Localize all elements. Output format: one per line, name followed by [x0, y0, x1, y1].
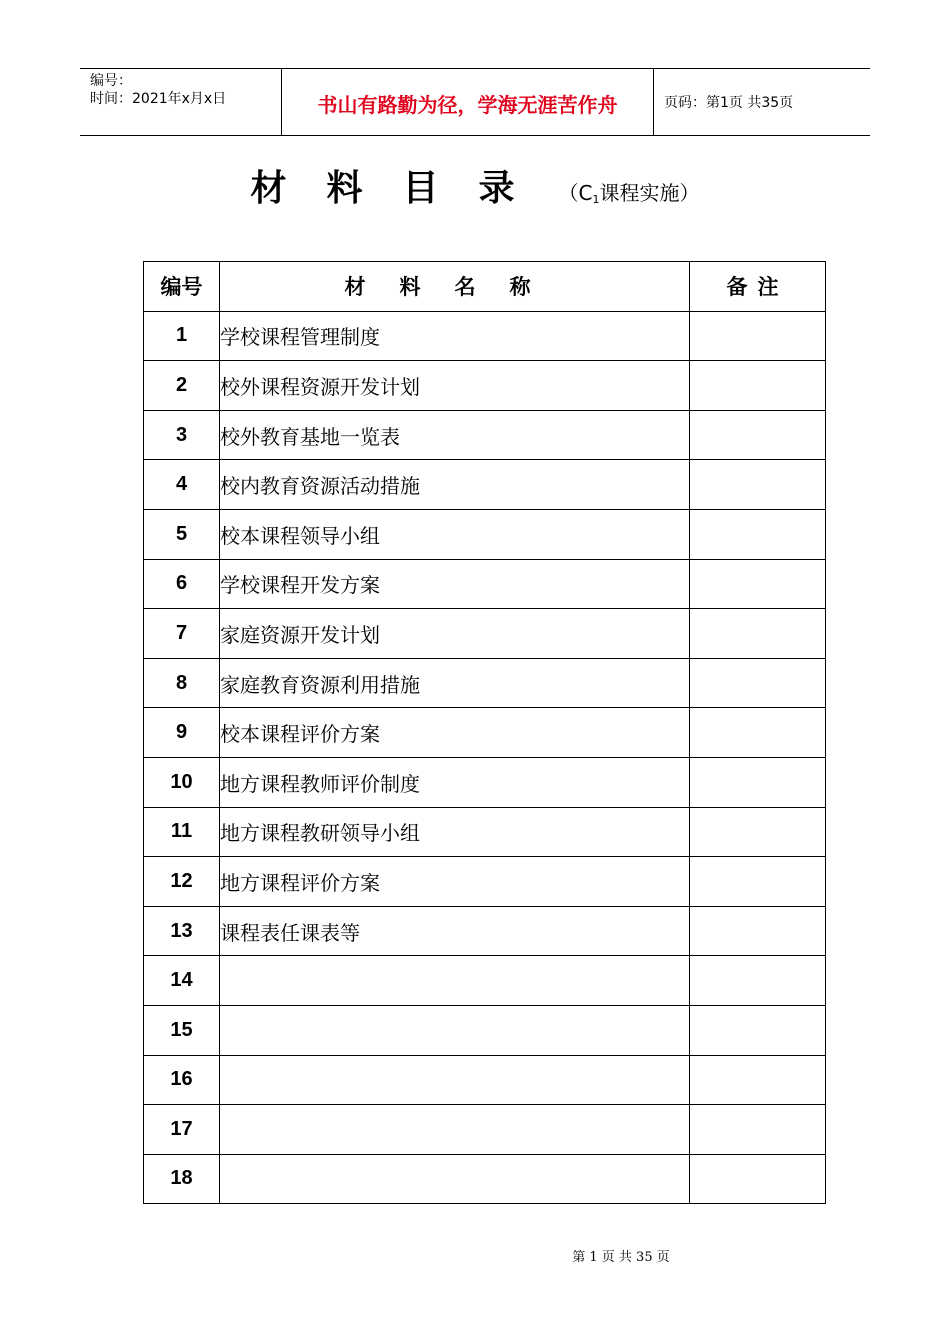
table-row — [144, 509, 826, 559]
row-number: 14 — [144, 956, 220, 1006]
row-number: 12 — [144, 857, 220, 907]
page-header — [80, 68, 870, 136]
row-material-name — [220, 1105, 690, 1155]
row-material-name: 校本课程领导小组 — [220, 509, 690, 559]
row-note — [690, 708, 826, 758]
row-number: 13 — [144, 906, 220, 956]
row-note — [690, 509, 826, 559]
row-number: 6 — [144, 559, 220, 609]
row-material-name: 学校课程管理制度 — [220, 311, 690, 361]
table-row — [144, 1055, 826, 1105]
row-number: 15 — [144, 1005, 220, 1055]
row-number: 11 — [144, 807, 220, 857]
row-note — [690, 361, 826, 411]
row-number: 7 — [144, 609, 220, 659]
document-date-label: 时间：2021年x月x日 — [90, 91, 227, 107]
row-note — [690, 410, 826, 460]
row-number: 9 — [144, 708, 220, 758]
row-number: 17 — [144, 1105, 220, 1155]
row-material-name: 学校课程开发方案 — [220, 559, 690, 609]
row-material-name — [220, 1154, 690, 1204]
table-row — [144, 1005, 826, 1055]
row-number: 16 — [144, 1055, 220, 1105]
table-header-row — [144, 262, 826, 312]
row-note — [690, 311, 826, 361]
row-number: 2 — [144, 361, 220, 411]
row-number: 1 — [144, 311, 220, 361]
table-row — [144, 807, 826, 857]
row-note — [690, 1105, 826, 1155]
row-note — [690, 460, 826, 510]
row-material-name: 地方课程教研领导小组 — [220, 807, 690, 857]
table-row — [144, 757, 826, 807]
row-material-name: 课程表任课表等 — [220, 906, 690, 956]
title-subtitle — [559, 181, 700, 205]
row-note — [690, 1154, 826, 1204]
column-header-name: 材料名称 — [220, 262, 690, 312]
row-note — [690, 658, 826, 708]
row-material-name: 校外课程资源开发计划 — [220, 361, 690, 411]
table-row — [144, 410, 826, 460]
title-main: 材料目录 — [250, 168, 555, 209]
title-sub-suffix: 课程实施） — [599, 181, 700, 205]
row-note — [690, 757, 826, 807]
table-row — [144, 906, 826, 956]
row-material-name — [220, 1005, 690, 1055]
row-note — [690, 956, 826, 1006]
row-number: 5 — [144, 509, 220, 559]
table-row — [144, 708, 826, 758]
table-row — [144, 460, 826, 510]
header-meta — [80, 69, 282, 135]
title-sub-index: 1 — [592, 193, 600, 206]
row-number: 4 — [144, 460, 220, 510]
row-note — [690, 559, 826, 609]
document-number-label: 编号： — [90, 73, 132, 89]
column-header-number: 编号 — [144, 262, 220, 312]
header-page-info: 页码：第1页 共35页 — [664, 95, 794, 111]
row-material-name: 校内教育资源活动措施 — [220, 460, 690, 510]
row-material-name: 家庭资源开发计划 — [220, 609, 690, 659]
row-note — [690, 1005, 826, 1055]
title-sub-prefix: （C — [558, 181, 593, 205]
table-row — [144, 658, 826, 708]
table-row — [144, 956, 826, 1006]
table-row — [144, 857, 826, 907]
row-note — [690, 807, 826, 857]
row-note — [690, 906, 826, 956]
table-row — [144, 609, 826, 659]
page-footer: 第 1 页 共 35 页 — [572, 1250, 670, 1265]
row-material-name: 地方课程教师评价制度 — [220, 757, 690, 807]
row-material-name — [220, 1055, 690, 1105]
table-row — [144, 1154, 826, 1204]
row-material-name: 校外教育基地一览表 — [220, 410, 690, 460]
row-material-name: 地方课程评价方案 — [220, 857, 690, 907]
row-material-name: 家庭教育资源利用措施 — [220, 658, 690, 708]
row-number: 8 — [144, 658, 220, 708]
table-row — [144, 559, 826, 609]
row-material-name: 校本课程评价方案 — [220, 708, 690, 758]
table-row — [144, 1105, 826, 1155]
materials-table — [143, 261, 826, 1204]
row-note — [690, 857, 826, 907]
row-number: 3 — [144, 410, 220, 460]
row-number: 18 — [144, 1154, 220, 1204]
table-row — [144, 361, 826, 411]
table-row — [144, 311, 826, 361]
table-body — [144, 311, 826, 1204]
row-number: 10 — [144, 757, 220, 807]
column-header-note: 备注 — [690, 262, 826, 312]
row-note — [690, 609, 826, 659]
row-note — [690, 1055, 826, 1105]
document-title — [0, 160, 950, 211]
row-material-name — [220, 956, 690, 1006]
header-motto: 书山有路勤为径，学海无涯苦作舟 — [282, 69, 654, 135]
